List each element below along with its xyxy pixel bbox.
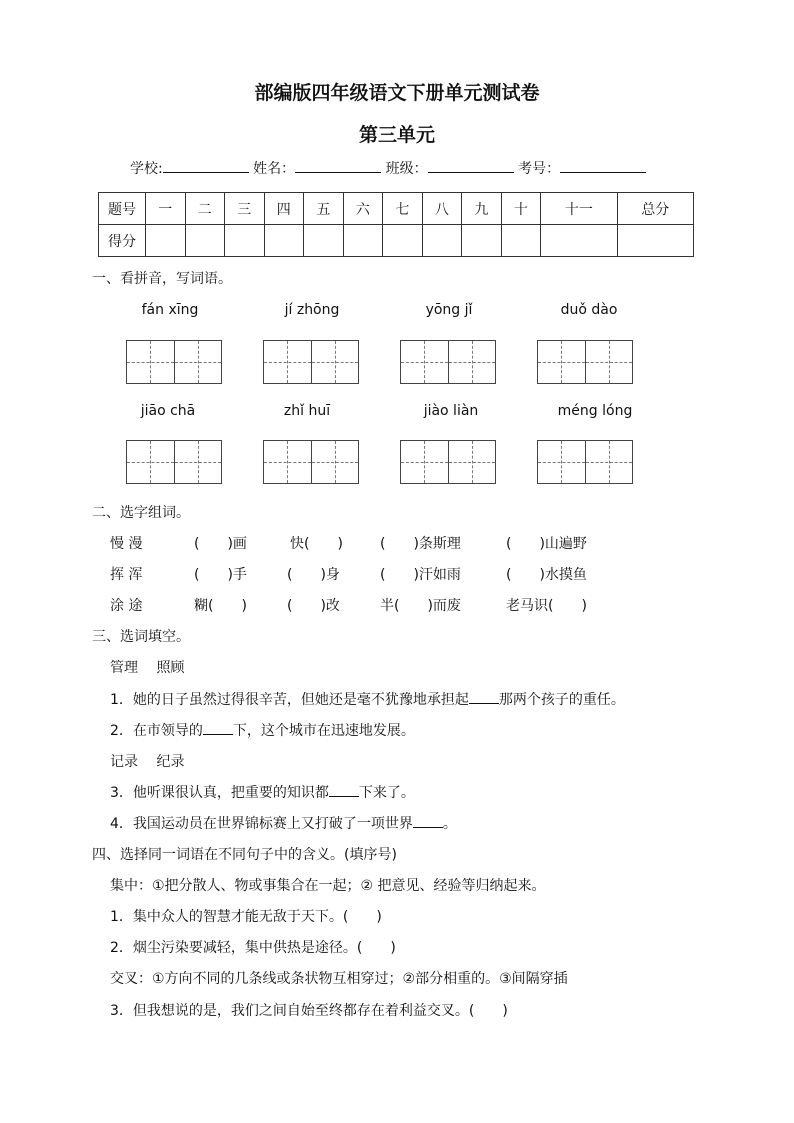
question-text: 。 bbox=[442, 816, 457, 832]
pinyin-label: jí zhōng bbox=[284, 302, 340, 318]
score-table-cell: 八 bbox=[422, 193, 462, 225]
score-input-cell[interactable] bbox=[383, 225, 423, 257]
score-input-cell[interactable] bbox=[304, 225, 344, 257]
fill-item: ( )水摸鱼 bbox=[506, 567, 587, 583]
question-text: 那两个孩子的重任。 bbox=[498, 692, 625, 708]
name-blank[interactable] bbox=[295, 158, 381, 173]
question bbox=[110, 689, 625, 709]
answer-blank[interactable] bbox=[413, 815, 443, 828]
pinyin-label: zhǐ huī bbox=[283, 403, 331, 419]
score-input-cell[interactable] bbox=[146, 225, 186, 257]
question: 2．烟尘污染要减轻，集中供热是途径。( ) bbox=[110, 940, 396, 956]
fill-item: 快( ) bbox=[290, 536, 343, 552]
score-table-cell: 总分 bbox=[617, 193, 693, 225]
school-label: 学校: bbox=[130, 161, 163, 177]
score-table-cell: 十 bbox=[501, 193, 541, 225]
pinyin-label: jiāo chā bbox=[140, 403, 196, 419]
score-input-cell[interactable] bbox=[264, 225, 304, 257]
char-pair: 涂 途 bbox=[110, 598, 143, 614]
pinyin-label: fán xīng bbox=[141, 302, 199, 318]
score-input-cell[interactable] bbox=[225, 225, 265, 257]
score-table bbox=[98, 192, 694, 257]
question bbox=[110, 782, 415, 802]
answer-blank[interactable] bbox=[203, 722, 233, 735]
score-table-cell: 五 bbox=[304, 193, 344, 225]
question-text: 下来了。 bbox=[358, 785, 415, 801]
char-pair: 挥 浑 bbox=[110, 567, 143, 583]
score-table-cell: 七 bbox=[383, 193, 423, 225]
word-choices: 记录 纪录 bbox=[110, 754, 185, 770]
question-text: 下，这个城市在迅速地发展。 bbox=[232, 723, 415, 739]
score-row-label: 得分 bbox=[99, 225, 146, 257]
pinyin-label: jiào liàn bbox=[423, 403, 479, 419]
page-title: 部编版四年级语文下册单元测试卷 bbox=[254, 82, 540, 104]
question: 1．集中众人的智慧才能无敌于天下。( ) bbox=[110, 909, 382, 925]
fill-item: ( )身 bbox=[287, 567, 340, 583]
fill-item: 半( )而废 bbox=[380, 598, 461, 614]
class-blank[interactable] bbox=[428, 158, 514, 173]
name-label: 姓名： bbox=[253, 161, 296, 177]
fill-item: ( )条斯理 bbox=[380, 536, 461, 552]
writing-grid[interactable] bbox=[400, 440, 496, 484]
question: 3．但我想说的是，我们之间自始至终都存在着利益交叉。( ) bbox=[110, 1003, 508, 1019]
score-table-cell: 二 bbox=[185, 193, 225, 225]
definition: 集中：①把分散人、物或事集合在一起；② 把意见、经验等归纳起来。 bbox=[110, 878, 546, 894]
question-text: 4．我国运动员在世界锦标赛上又打破了一项世界 bbox=[110, 816, 413, 832]
score-table-cell: 一 bbox=[146, 193, 186, 225]
question bbox=[110, 720, 415, 740]
score-table-cell: 四 bbox=[264, 193, 304, 225]
score-input-cell[interactable] bbox=[501, 225, 541, 257]
school-blank[interactable] bbox=[163, 158, 249, 173]
score-table-cell: 六 bbox=[343, 193, 383, 225]
fill-item: 糊( ) bbox=[194, 598, 247, 614]
exam-no-blank[interactable] bbox=[560, 158, 646, 173]
exam-no-label: 考号： bbox=[518, 161, 561, 177]
writing-grid[interactable] bbox=[263, 340, 359, 384]
student-info-line bbox=[130, 158, 646, 178]
class-label: 班级： bbox=[385, 161, 428, 177]
score-input-cell[interactable] bbox=[462, 225, 502, 257]
section4-heading: 四、选择同一词语在不同句子中的含义。(填序号) bbox=[92, 847, 397, 863]
word-choices: 管理 照顾 bbox=[110, 660, 185, 676]
char-pair: 慢 漫 bbox=[110, 536, 143, 552]
score-input-cell[interactable] bbox=[422, 225, 462, 257]
fill-item: ( )画 bbox=[194, 536, 247, 552]
score-table-score-row bbox=[99, 225, 694, 257]
writing-grid[interactable] bbox=[537, 440, 633, 484]
section1-heading: 一、看拼音，写词语。 bbox=[92, 271, 232, 287]
pinyin-label: duǒ dào bbox=[560, 302, 618, 318]
question-text: 1．她的日子虽然过得很辛苦，但她还是毫不犹豫地承担起 bbox=[110, 692, 469, 708]
fill-item: ( )改 bbox=[287, 598, 340, 614]
pinyin-label: méng lóng bbox=[557, 403, 633, 419]
score-input-cell[interactable] bbox=[617, 225, 693, 257]
writing-grid[interactable] bbox=[126, 440, 222, 484]
score-table-cell: 九 bbox=[462, 193, 502, 225]
answer-blank[interactable] bbox=[469, 691, 499, 704]
score-input-cell[interactable] bbox=[541, 225, 617, 257]
question-text: 2．在市领导的 bbox=[110, 723, 203, 739]
answer-blank[interactable] bbox=[329, 784, 359, 797]
score-table-cell: 十一 bbox=[541, 193, 617, 225]
fill-item: ( )手 bbox=[194, 567, 247, 583]
fill-item: ( )汗如雨 bbox=[380, 567, 461, 583]
question bbox=[110, 813, 457, 833]
writing-grid[interactable] bbox=[537, 340, 633, 384]
question-text: 3．他听课很认真，把重要的知识都 bbox=[110, 785, 329, 801]
score-table-header-row bbox=[99, 193, 694, 225]
fill-item: 老马识( ) bbox=[506, 598, 587, 614]
writing-grid[interactable] bbox=[126, 340, 222, 384]
score-table-cell: 题号 bbox=[99, 193, 146, 225]
score-table-cell: 三 bbox=[225, 193, 265, 225]
definition: 交叉：①方向不同的几条线或条状物互相穿过；②部分相重的。③间隔穿插 bbox=[110, 971, 568, 987]
fill-item: ( )山遍野 bbox=[506, 536, 587, 552]
section2-heading: 二、选字组词。 bbox=[92, 505, 190, 521]
score-input-cell[interactable] bbox=[343, 225, 383, 257]
pinyin-label: yōng jǐ bbox=[425, 302, 473, 318]
score-input-cell[interactable] bbox=[185, 225, 225, 257]
writing-grid[interactable] bbox=[400, 340, 496, 384]
writing-grid[interactable] bbox=[263, 440, 359, 484]
section3-heading: 三、选词填空。 bbox=[92, 629, 190, 645]
unit-subtitle: 第三单元 bbox=[358, 124, 435, 146]
